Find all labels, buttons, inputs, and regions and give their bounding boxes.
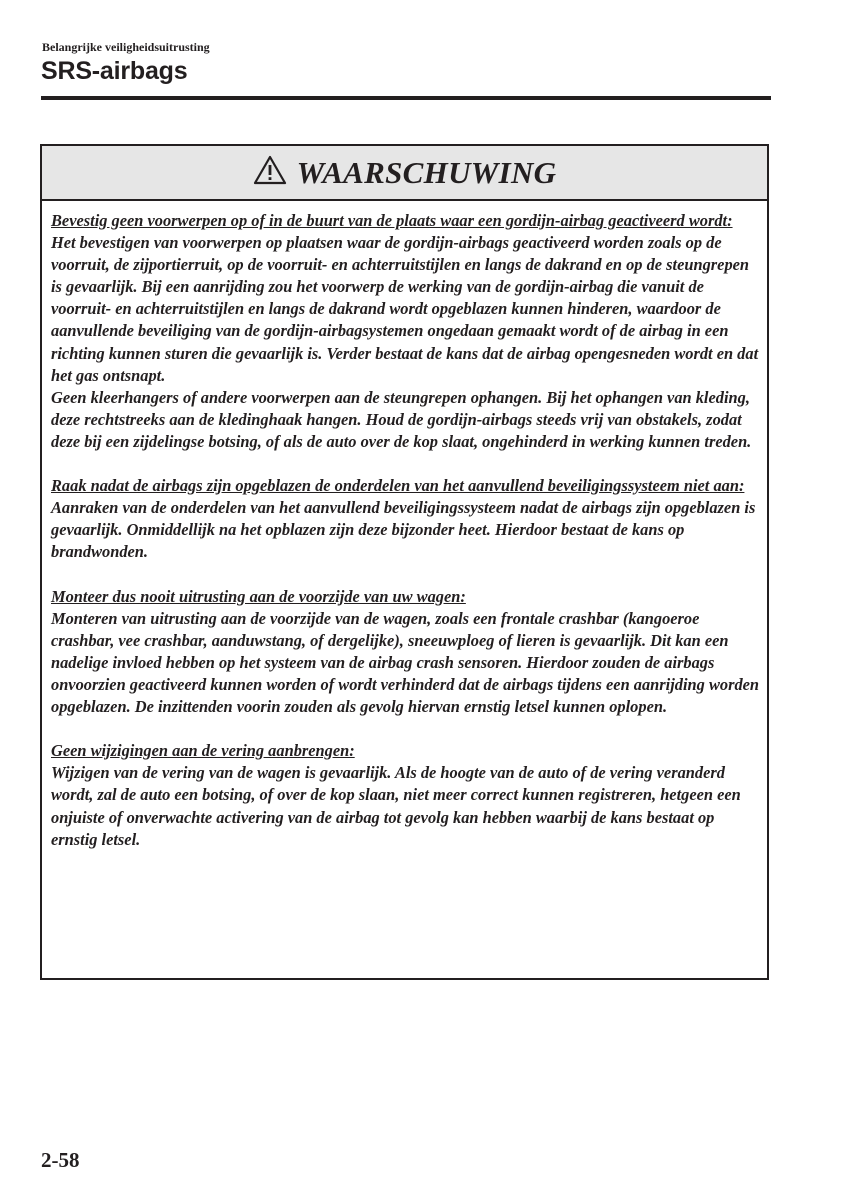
warning-paragraph: Aanraken van de onderdelen van het aanvullend beveiligingssysteem nadat de airbags zijn opgeblazen is gevaarlijk. Onmiddellijk na het opblazen zijn deze bijzonder heet. Hierdoor bestaat de kans op brandwonden. — [51, 498, 756, 562]
warning-block-curtain-airbag — [51, 210, 763, 453]
warning-header — [42, 146, 767, 201]
warning-paragraph: Geen kleerhangers of andere voorwerpen aan de steungrepen ophangen. Bij het ophangen van kleding, deze rechtstreeks aan de kledinghaak hangen. Houd de gordijn-airbags steeds vrij van obstakels, zodat deze bij een zijdelingse botsing, of als de auto over de kop slaat, ongehinderd in werking kunnen treden. — [51, 387, 752, 451]
page-number: 2-58 — [41, 1148, 80, 1172]
warning-paragraph: Monteren van uitrusting aan de voorzijde van de wagen, zoals een frontale crashbar (kangoeroe crashbar, vee crashbar, aanduwstang, of dergelijke), sneeuwploeg of lieren is gevaarlijk. Dit kan een nadelige invloed hebben op het systeem van de airbag crash sensoren. Hierdoor zouden de airbags onvoorzien geactiveerd kunnen worden of wordt verhinderd dat de airbags tijdens een aanrijding worden opgeblazen. De inzittenden voorin zouden als gevolg hiervan ernstig letsel kunnen oplopen. — [51, 608, 760, 717]
warning-block-heading: Bevestig geen voorwerpen op of in de buurt van de plaats waar een gordijn-airbag geactiveerd wordt: — [51, 211, 733, 230]
warning-title: WAARSCHUWING — [296, 154, 557, 190]
warning-triangle-icon — [253, 155, 287, 190]
warning-block-heading: Raak nadat de airbags zijn opgeblazen de onderdelen van het aanvullend beveiligingssysteem niet aan: — [51, 476, 745, 496]
warning-block-heading: Geen wijzigingen aan de vering aanbrengen: — [51, 741, 355, 761]
warning-block-front-equipment — [51, 586, 763, 719]
header-divider — [41, 96, 771, 100]
section-label: Belangrijke veiligheidsuitrusting — [42, 40, 210, 54]
warning-box — [40, 144, 769, 980]
warning-block-deployed-parts — [51, 475, 763, 563]
warning-block-suspension — [51, 740, 763, 850]
warning-paragraph: Het bevestigen van voorwerpen op plaatsen waar de gordijn-airbags geactiveerd worden zoals op de voorruit, de zijportierruit, op de voorruit- en achterruitstijlen en langs de dakrand en op de steungrepen is gevaarlijk. Bij een aanrijding zou het voorwerp de werking van de gordijn-airbag die vanuit de voorruit- en achterruitstijlen en langs de dakrand wordt opgeblazen kunnen hinderen, waardoor de aanvullende beveiliging van de gordijn-airbagsystemen ongedaan gemaakt wordt of de airbag in een richting kunnen sturen die gevaarlijk is. Verder bestaat de kans dat de airbag opengesneden wordt en dat het gas ontsnapt. — [51, 233, 759, 385]
warning-paragraph: Wijzigen van de vering van de wagen is gevaarlijk. Als de hoogte van de auto of de vering veranderd wordt, zal de auto een botsing, of over de kop slaan, niet meer correct kunnen registreren, hetgeen een onjuiste of onverwachte activering van de airbag tot gevolg kan hebben waarbij de kans bestaat op ernstig letsel. — [51, 763, 741, 849]
warning-body — [51, 210, 763, 851]
warning-block-heading: Monteer dus nooit uitrusting aan de voorzijde van uw wagen: — [51, 586, 466, 606]
page-title: SRS-airbags — [41, 57, 188, 85]
